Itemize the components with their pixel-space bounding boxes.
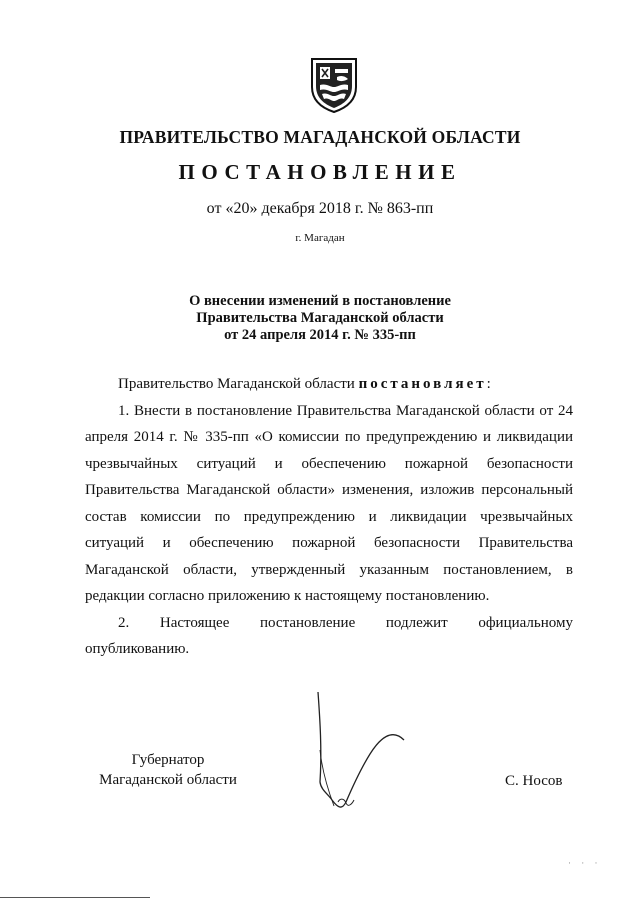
title-line: от 24 апреля 2014 г. № 335-пп <box>224 327 416 343</box>
document-body <box>85 371 573 663</box>
intro-keyword: постановляет <box>358 376 487 392</box>
intro-paragraph <box>85 371 573 398</box>
intro-text: Правительство Магаданской области <box>118 376 359 392</box>
document-title <box>0 293 640 344</box>
signatory-role <box>88 750 248 790</box>
item-2-paragraph: 2. Настоящее постановление подлежит официальному опубликованию. <box>85 614 573 657</box>
signatory-role-line: Магаданской области <box>99 772 237 788</box>
document-city: г. Магадан <box>295 232 345 244</box>
title-line: Правительства Магаданской области <box>196 310 444 326</box>
signatory-name: С. Носов <box>505 773 563 789</box>
coat-of-arms-icon <box>308 57 360 113</box>
document-date-number: от «20» декабря 2018 г. № 863-пп <box>206 200 434 217</box>
signatory-role-line: Губернатор <box>131 752 205 768</box>
scan-edge-line <box>0 897 150 898</box>
document-type-heading: ПОСТАНОВЛЕНИЕ <box>178 160 462 184</box>
item-1-paragraph: 1. Внести в постановление Правительства Магаданской области от 24 апреля 2014 г. № 335-пп «О комиссии по предупреждению и ликвидации чрезвычайных ситуаций и обеспечению пожарной безопасности Правительства Магаданской области» изменения, изложив персональный состав комиссии по предупреждению и ликвидации чрезвычайных ситуаций и обеспечению пожарной безопасности Правительства Магаданской области, утвержденный указанным постановлением, в редакции согласно приложению к настоящему постановлению. <box>85 402 573 604</box>
scan-artifact-dots: · · · <box>568 858 602 868</box>
organization-heading: ПРАВИТЕЛЬСТВО МАГАДАНСКОЙ ОБЛАСТИ <box>119 127 521 147</box>
intro-end: : <box>486 376 491 392</box>
handwritten-signature <box>298 690 418 820</box>
title-line: О внесении изменений в постановление <box>189 293 451 309</box>
